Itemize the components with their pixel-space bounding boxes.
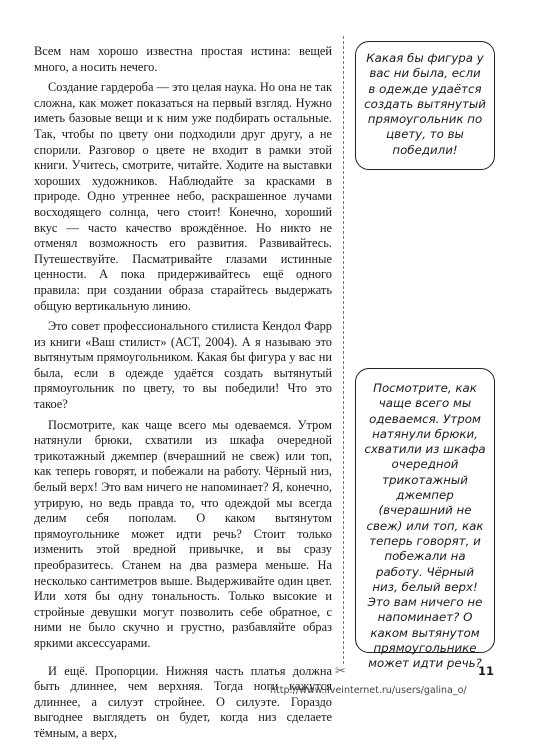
page-number: 11 (478, 664, 495, 678)
callout-text-bottom: Посмотрите, как чаще всего мы одеваемся. Утром натянули брюки, схватили из шкафа очередной трикотажный джемпер (вчерашний не свеж) или топ, как теперь говорят, и побежали на работу. Чёрный низ, белый верх! Это вам ничего не напоминает? О каком вытянутом прямоугольнике может идти речь? (364, 381, 486, 671)
scissors-icon: ✂ (335, 664, 346, 679)
paragraph-how-we-dress: Посмотрите, как чаще всего мы одеваемся. Утром натянули брюки, схватили из шкафа очередной трикотажный джемпер (вчерашний не свеж) или топ, как теперь говорят, и побежали на работу. Чёрный низ, белый верх! Это вам ничего не напоминает? Я, конечно, утрирую, но ведь правда то, что одеждой мы всегда делим себя пополам. О каком вытянутом прямоугольнике может идти речь? Стоит только изменить этой вредной привычке, и вы сразу преобразитесь. Станем на два размера меньше. На несколько сантиметров выше. Выдерживайте один цвет. Или хотя бы одну тональность. Только высокие и стройные девушки могут позволить себе обратное, с ними не было скучно и грустно, разбавляйте образ яркими аксессуарами. (34, 417, 332, 650)
margin-divider (343, 36, 344, 664)
paragraph-intro: Всем нам хорошо известна простая истина: вещей много, а носить нечего. (34, 44, 332, 74)
paragraph-proportions: И ещё. Пропорции. Нижняя часть платья должна быть длиннее, чем верхняя. Тогда ноги кажутся длиннее, а силуэт стройнее. О силуэте. Гораздо выгоднее выглядеть он будет, когда низ сделаете тёмным, а верх, (34, 663, 332, 740)
callout-box-top (355, 41, 495, 170)
article-body (34, 44, 332, 747)
watermark-url: http://www.liveinternet.ru/users/galina_o/ (270, 685, 467, 696)
paragraph-stylist-advice: Это совет профессионального стилиста Кендол Фарр из книги «Ваш стилист» (АСТ, 2004). А я называю это вытянутым прямоугольником. Какая бы фигура у вас ни была, если в одежде удаётся создать вытянутый прямоугольник по цвету, то вы победили! Что это такое? (34, 319, 332, 412)
paragraph-wardrobe: Создание гардероба — это целая наука. Но она не так сложна, как может показаться на первый взгляд. Нужно иметь базовые вещи и к ним уже подбирать остальные. Так, чтобы по цвету они подходили друг другу, а не спорили. Разговор о цвете не входит в рамки этой книги. Учитесь, смотрите, читайте. Ходите на выставки хороших художников. Наблюдайте за красками в природе. Одно утреннее небо, раскрашенное лучами восходящего солнца, чего стоит! Конечно, хороший вкус — часто качество врождённое. Но никто не отменял возможность его развития. Развивайтесь. Путешествуйте. Пасматривайте глазами истинные ценности. А пока придерживайтесь ещё одного правила: при создании образа старайтесь выдержать общую вертикальную линию. (34, 80, 332, 313)
callout-text-top: Какая бы фигура у вас ни была, если в одежде удаётся создать вытянутый прямоугольник по цвету, то вы победили! (364, 51, 486, 157)
